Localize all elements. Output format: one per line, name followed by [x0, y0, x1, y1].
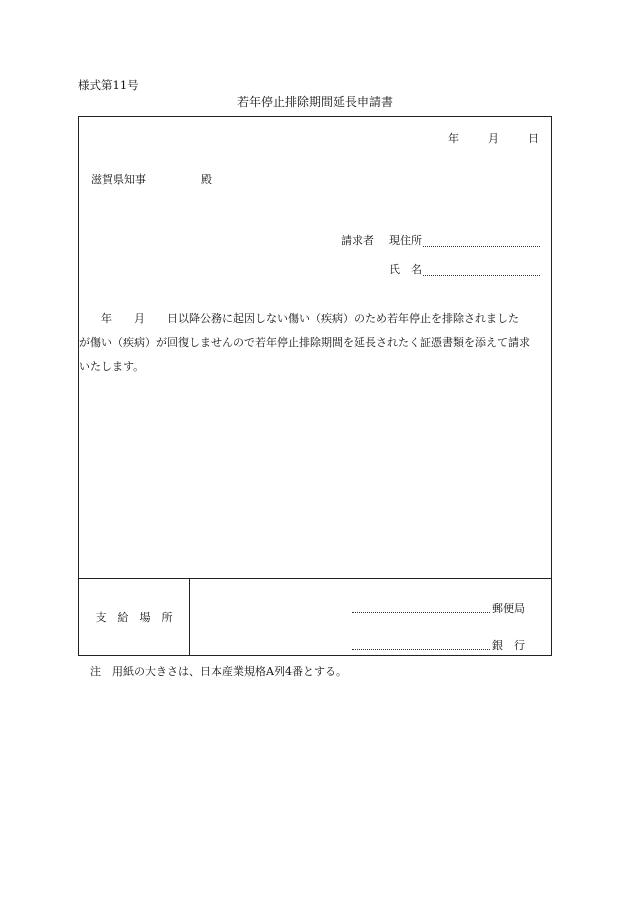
date-day: 日 [528, 132, 539, 145]
request-body-text [79, 307, 553, 379]
paper-size-note: 注 用紙の大きさは、日本産業規格A列4番とする。 [90, 665, 347, 678]
addressee [91, 174, 212, 185]
bank-label: 銀 行 [492, 639, 525, 652]
payment-location-label: 支 給 場 所 [95, 611, 173, 624]
name-label: 氏 名 [389, 263, 422, 276]
claimant-label: 請求者 [341, 234, 374, 247]
addressee-honorific: 殿 [201, 173, 212, 186]
address-field[interactable] [423, 246, 540, 247]
date-year: 年 [448, 132, 459, 145]
post-office-field[interactable] [352, 612, 490, 613]
payment-divider [79, 578, 551, 579]
body-line-2: が傷い（疾病）が回復しませんので若年停止排除期間を延長されたく証憑書類を添えて請求 [79, 336, 530, 349]
payment-column-divider [189, 578, 190, 655]
name-field[interactable] [423, 275, 540, 276]
post-office-label: 郵便局 [492, 602, 525, 615]
application-form-frame [78, 116, 552, 656]
date-month: 月 [488, 132, 499, 145]
bank-field[interactable] [352, 649, 490, 650]
date-row [448, 133, 539, 144]
address-label: 現住所 [389, 234, 422, 247]
addressee-name: 滋賀県知事 [91, 173, 146, 186]
form-number: 様式第11号 [78, 78, 139, 92]
body-line-1: 年 月 日以降公務に起因しない傷い（疾病）のため若年停止を排除されました [79, 312, 519, 325]
document-title: 若年停止排除期間延長申請書 [236, 95, 393, 109]
body-line-3: いたします。 [79, 360, 145, 373]
